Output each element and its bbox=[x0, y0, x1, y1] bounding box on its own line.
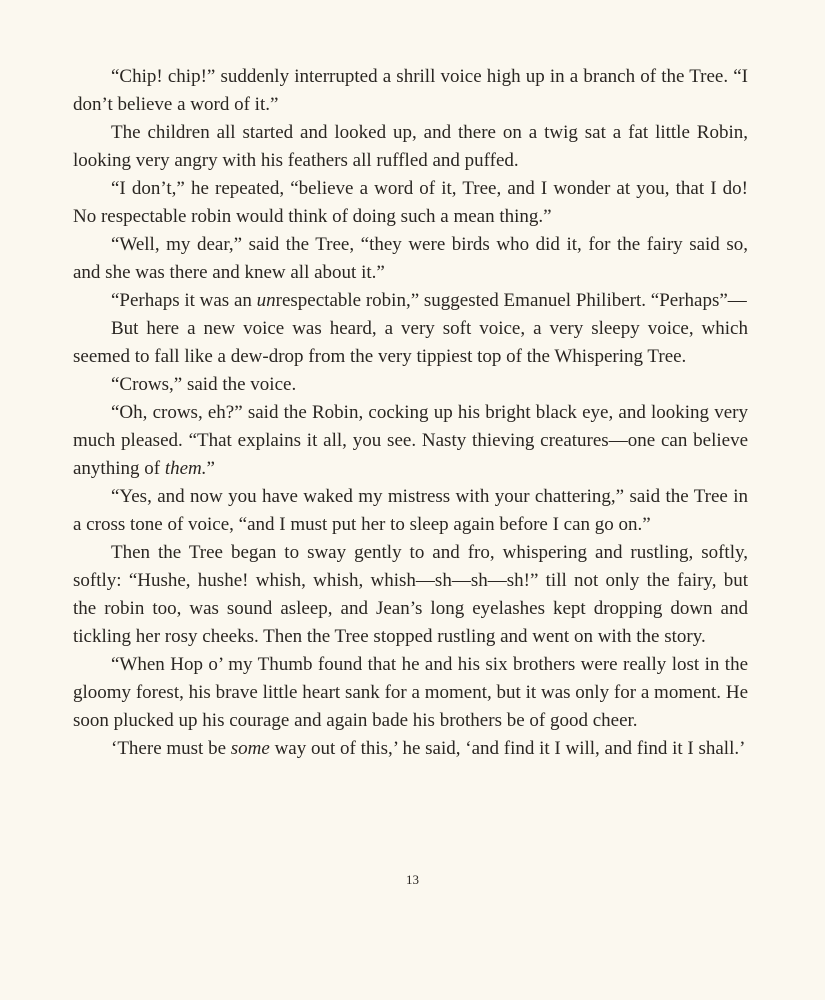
paragraph bbox=[73, 735, 748, 763]
italic-text: some bbox=[230, 738, 270, 759]
text-run: “Perhaps it was an bbox=[111, 290, 257, 311]
text-run: “When Hop o’ my Thumb found that he and his six brothers were really lost in the gloomy forest, his brave little heart sank for a moment, but it was only for a moment. He soon plucked up his courage and again bade his brothers be of good cheer. bbox=[73, 654, 748, 731]
paragraph bbox=[73, 651, 748, 735]
text-run: ‘There must be bbox=[111, 738, 231, 759]
text-run: The children all started and looked up, and there on a twig sat a fat little Robin, looking very angry with his feathers all ruffled and puffed. bbox=[73, 122, 748, 171]
text-run: way out of this,’ he said, ‘and find it I will, and find it I shall.’ bbox=[269, 738, 746, 759]
paragraph bbox=[73, 399, 748, 483]
page-number: 13 bbox=[406, 872, 419, 887]
text-run: “Chip! chip!” suddenly interrupted a shrill voice high up in a branch of the Tree. “I don’t believe a word of it.” bbox=[73, 66, 748, 115]
text-run: “I don’t,” he repeated, “believe a word of it, Tree, and I wonder at you, that I do! No respectable robin would think of doing such a mean thing.” bbox=[73, 178, 748, 227]
text-run: ” bbox=[206, 458, 215, 479]
paragraph bbox=[73, 315, 748, 371]
text-run: respectable robin,” suggested Emanuel Philibert. “Perhaps”— bbox=[275, 290, 747, 311]
text-run: “Crows,” said the voice. bbox=[111, 374, 297, 395]
paragraph bbox=[73, 539, 748, 651]
text-run: Then the Tree began to sway gently to and fro, whispering and rustling, softly, softly: “Hushe, hushe! whish, whish, whish—sh—sh—sh!” till not only the fairy, but the robin too, was sound asleep, and Jean’s long eyelashes kept dropping down and tickling her rosy cheeks. Then the Tree stopped rustling and went on with the story. bbox=[73, 542, 748, 647]
paragraph bbox=[73, 287, 748, 315]
text-run: But here a new voice was heard, a very soft voice, a very sleepy voice, which seemed to fall like a dew-drop from the very tippiest top of the Whispering Tree. bbox=[73, 318, 748, 367]
paragraph bbox=[73, 371, 748, 399]
italic-text: them. bbox=[164, 458, 207, 479]
paragraph bbox=[73, 483, 748, 539]
paragraph bbox=[73, 63, 748, 119]
paragraph bbox=[73, 175, 748, 231]
text-run: “Oh, crows, eh?” said the Robin, cocking up his bright black eye, and looking very much pleased. “That explains it all, you see. Nasty thieving creatures—one can believe anything of bbox=[73, 402, 748, 479]
italic-text: un bbox=[256, 290, 276, 311]
text-run: “Yes, and now you have waked my mistress with your chattering,” said the Tree in a cross tone of voice, “and I must put her to sleep again before I can go on.” bbox=[73, 486, 748, 535]
text-run: “Well, my dear,” said the Tree, “they were birds who did it, for the fairy said so, and she was there and knew all about it.” bbox=[73, 234, 748, 283]
paragraph bbox=[73, 231, 748, 287]
page-body-text bbox=[73, 63, 748, 763]
paragraph bbox=[73, 119, 748, 175]
